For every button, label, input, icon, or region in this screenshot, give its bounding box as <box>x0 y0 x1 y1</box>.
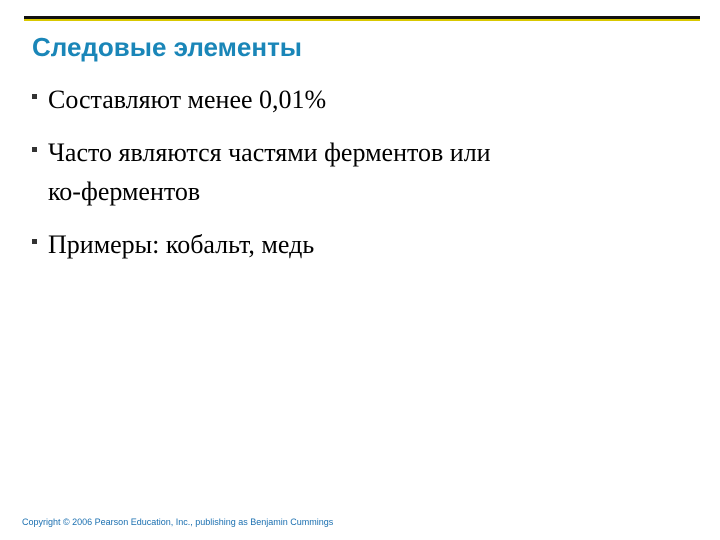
bullet-text: Составляют менее 0,01% <box>48 85 327 114</box>
top-divider-accent <box>24 19 700 21</box>
bullet-item <box>30 133 670 211</box>
copyright-footer: Copyright © 2006 Pearson Education, Inc., publishing as Benjamin Cummings <box>22 517 334 527</box>
bullet-item <box>30 80 670 119</box>
bullet-text-continued: ко-ферментов <box>48 177 201 206</box>
bullet-text: Примеры: кобальт, медь <box>48 230 315 259</box>
square-bullet-icon <box>32 239 37 244</box>
bullet-text: Часто являются частями ферментов или <box>48 138 491 167</box>
square-bullet-icon <box>32 94 37 99</box>
slide-title: Следовые элементы <box>32 32 303 62</box>
bullet-item <box>30 225 670 264</box>
bullet-list <box>30 80 670 278</box>
square-bullet-icon <box>32 147 37 152</box>
